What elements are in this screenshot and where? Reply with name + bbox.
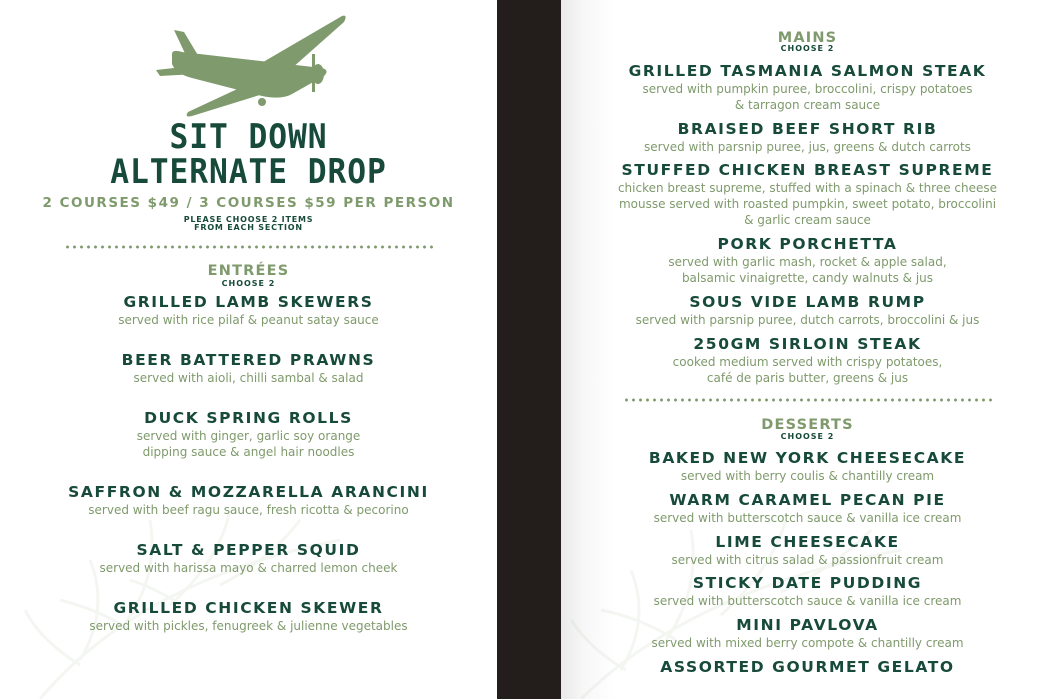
menu-item-description: served with berry coulis & chantilly cream — [680, 469, 935, 483]
menu-item-name: SALT & PEPPER SQUID — [136, 541, 361, 559]
dotted-divider — [623, 398, 995, 402]
menu-item-description: mousse served with roasted pumpkin, sweet potato, broccolini — [618, 197, 997, 211]
section-title-mains: MAINS — [777, 30, 838, 46]
menu-item-description: served with rice pilaf & peanut satay sauce — [118, 313, 379, 327]
menu-item-name: SAFFRON & MOZZARELLA ARANCINI — [68, 483, 429, 501]
section-subtitle-entrees: CHOOSE 2 — [221, 279, 276, 288]
dotted-divider — [64, 245, 436, 249]
airplane-icon — [152, 14, 348, 118]
menu-item-description: & tarragon cream sauce — [734, 98, 881, 112]
menu-item-name: GRILLED LAMB SKEWERS — [123, 293, 374, 311]
menu-item-description: balsamic vinaigrette, candy walnuts & jus — [681, 271, 934, 285]
menu-item-description: served with butterscotch sauce & vanilla ice cream — [653, 511, 962, 525]
menu-item-description: served with ginger, garlic soy orange — [136, 429, 361, 443]
menu-item-name: GRILLED TASMANIA SALMON STEAK — [628, 62, 987, 80]
menu-item-name: STUFFED CHICKEN BREAST SUPREME — [621, 161, 994, 179]
menu-item-name: WARM CARAMEL PECAN PIE — [669, 491, 946, 509]
menu-item-name: LIME CHEESECAKE — [715, 533, 900, 551]
menu-item-name: ASSORTED GOURMET GELATO — [660, 658, 955, 676]
menu-item-description: served with pickles, fenugreek & julienne vegetables — [89, 619, 408, 633]
menu-item-description: served with parsnip puree, jus, greens & dutch carrots — [644, 140, 971, 154]
section-subtitle-desserts: CHOOSE 2 — [780, 432, 835, 441]
section-subtitle-mains: CHOOSE 2 — [780, 44, 835, 53]
menu-item-description: served with parsnip puree, dutch carrots, broccolini & jus — [635, 313, 980, 327]
menu-item-description: served with garlic mash, rocket & apple salad, — [668, 255, 947, 269]
price-text: 2 COURSES $49 / 3 COURSES $59 PER PERSON — [42, 195, 455, 211]
menu-item-description: cooked medium served with crispy potatoes, — [672, 355, 943, 369]
menu-right-page — [561, 0, 1054, 699]
menu-item-description: & garlic cream sauce — [744, 213, 871, 227]
menu-item-name: BRAISED BEEF SHORT RIB — [677, 120, 938, 138]
menu-item-description: served with pumpkin puree, broccolini, crispy potatoes — [642, 82, 973, 96]
page-spine — [497, 0, 561, 699]
menu-left-page — [0, 0, 497, 699]
menu-item-description: café de paris butter, greens & jus — [706, 371, 909, 385]
section-title-desserts: DESSERTS — [761, 417, 854, 433]
menu-item-name: GRILLED CHICKEN SKEWER — [113, 599, 384, 617]
menu-item-description: served with citrus salad & passionfruit cream — [671, 553, 944, 567]
menu-item-description: served with butterscotch sauce & vanilla ice cream — [653, 594, 962, 608]
menu-item-description: dipping sauce & angel hair noodles — [142, 445, 355, 459]
menu-item-name: MINI PAVLOVA — [736, 616, 879, 634]
menu-item-name: PORK PORCHETTA — [717, 235, 898, 253]
section-title-entrees: ENTRÉES — [207, 263, 290, 279]
menu-item-name: SOUS VIDE LAMB RUMP — [689, 293, 926, 311]
menu-item-description: served with harissa mayo & charred lemon cheek — [99, 561, 398, 575]
menu-item-name: 250GM SIRLOIN STEAK — [693, 335, 922, 353]
page-title-line1: SIT DOWN — [169, 117, 328, 157]
menu-item-description: served with beef ragu sauce, fresh ricotta & pecorino — [88, 503, 409, 517]
choose-note-line2: FROM EACH SECTION — [194, 223, 303, 232]
page-title-line2: ALTERNATE DROP — [110, 152, 387, 192]
menu-item-description: served with aioli, chilli sambal & salad — [133, 371, 364, 385]
menu-item-description: served with mixed berry compote & chantilly cream — [651, 636, 964, 650]
menu-item-name: BAKED NEW YORK CHEESECAKE — [648, 449, 967, 467]
menu-item-name: BEER BATTERED PRAWNS — [121, 351, 376, 369]
menu-item-description: chicken breast supreme, stuffed with a spinach & three cheese — [617, 181, 998, 195]
menu-item-name: DUCK SPRING ROLLS — [144, 409, 353, 427]
choose-note-line1: PLEASE CHOOSE 2 ITEMS — [183, 215, 314, 224]
menu-item-name: STICKY DATE PUDDING — [692, 574, 923, 592]
